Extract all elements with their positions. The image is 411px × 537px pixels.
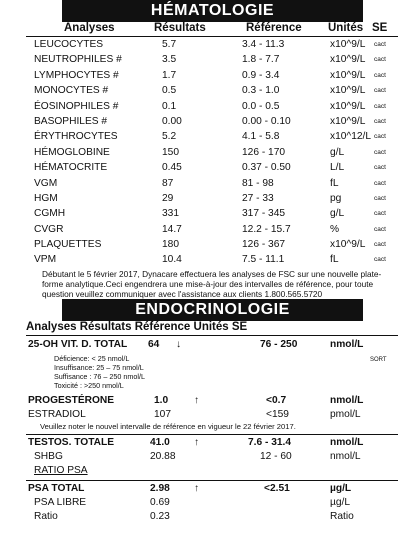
analysis-name: MONOCYTES # <box>34 85 109 97</box>
header-divider <box>26 335 398 336</box>
def-line: Suffisance : 76 – 250 nmol/L <box>54 371 145 381</box>
vitd-row <box>26 338 398 352</box>
hematology-note: Débutant le 5 février 2017, Dynacare effectuera les analyses de FSC sur une nouvelle plate-forme analytique.Ceci engendrera une mise-à-jour des intervalles de référence, pour toute question veuillez communiquer avec l'assistance aux clients 1.800.565.5720 <box>42 268 382 299</box>
psa-libre-row <box>26 496 398 510</box>
unit-value: g/L <box>330 146 345 158</box>
unit-value: % <box>330 223 340 235</box>
result-value: 0.1 <box>162 100 177 112</box>
analysis-name: NEUTROPHILES # <box>34 54 122 66</box>
se-code: cact <box>374 179 386 187</box>
reference-range: 0.9 - 3.4 <box>242 69 280 81</box>
prog-unit: nmol/L <box>330 394 364 406</box>
ratio-row <box>26 510 398 524</box>
psa-libre-result: 0.69 <box>150 496 170 508</box>
header-se: SE <box>231 320 248 333</box>
up-arrow-icon: ↑ <box>194 436 200 448</box>
unit-value: L/L <box>330 162 345 174</box>
vitd-unit: nmol/L <box>330 338 364 350</box>
ratio-result: 0.23 <box>150 510 170 522</box>
table-row <box>26 114 398 129</box>
up-arrow-icon: ↑ <box>194 482 200 494</box>
reference-range: 3.4 - 11.3 <box>242 39 285 50</box>
psa-libre-unit: µg/L <box>330 496 351 508</box>
unit-value: x10^9/L <box>330 54 366 66</box>
reference-range: 1.8 - 7.7 <box>242 54 280 66</box>
se-code: cact <box>374 164 386 172</box>
up-arrow-icon: ↑ <box>194 394 200 406</box>
hematology-rows <box>26 37 398 268</box>
header-analyses: Analyses <box>64 22 115 34</box>
table-row <box>26 222 398 237</box>
unit-value: x10^9/L <box>330 100 366 112</box>
table-row <box>26 160 398 175</box>
endocrinology-title: ENDOCRINOLOGIE <box>62 299 363 321</box>
analysis-name: ÉOSINOPHILES # <box>34 100 119 112</box>
unit-value: x10^9/L <box>330 85 366 97</box>
header-units: Unités <box>328 22 364 34</box>
ratio-psa-label-row <box>26 464 398 478</box>
estradiol-unit: pmol/L <box>330 408 361 420</box>
psa-total-name: PSA TOTAL <box>28 482 85 494</box>
analysis-name: PLAQUETTES <box>34 239 102 251</box>
reference-range: 27 - 33 <box>242 192 274 204</box>
se-code: cact <box>374 56 386 64</box>
unit-value: x10^12/L <box>330 131 372 143</box>
shbg-result: 20.88 <box>150 450 176 462</box>
unit-value: x10^9/L <box>330 115 366 127</box>
se-code: cact <box>374 210 386 218</box>
unit-value: fL <box>330 254 339 266</box>
psa-total-ref: <2.51 <box>264 482 290 494</box>
ratio-unit: Ratio <box>330 510 354 522</box>
analysis-name: LEUCOCYTES <box>34 39 104 50</box>
table-row <box>26 68 398 83</box>
result-value: 331 <box>162 208 179 220</box>
se-code: cact <box>374 102 386 110</box>
shbg-ref: 12 - 60 <box>260 450 292 462</box>
reference-range: 7.5 - 11.1 <box>242 254 285 266</box>
reference-range: 0.00 - 0.10 <box>242 115 291 127</box>
reference-range: 0.3 - 1.0 <box>242 85 280 97</box>
shbg-unit: nmol/L <box>330 450 361 462</box>
unit-value: g/L <box>330 208 345 220</box>
reference-range: 126 - 170 <box>242 146 286 158</box>
table-row <box>26 99 398 114</box>
table-row <box>26 252 398 267</box>
section-divider <box>26 480 398 481</box>
result-value: 5.2 <box>162 131 177 143</box>
unit-value: x10^9/L <box>330 239 366 251</box>
estradiol-note: Veuillez noter le nouvel intervalle de référence en vigueur le 22 février 2017. <box>40 421 296 431</box>
header-se: SE <box>372 22 388 34</box>
unit-value: x10^9/L <box>330 69 366 81</box>
table-row <box>26 237 398 252</box>
reference-range: 126 - 367 <box>242 239 286 251</box>
analysis-name: HGM <box>34 192 58 204</box>
se-code: cact <box>374 148 386 156</box>
shbg-row <box>26 450 398 464</box>
header-analyses: Analyses <box>26 320 77 333</box>
header-reference: Référence <box>246 22 302 34</box>
se-code: cact <box>374 87 386 95</box>
header-units: Unités <box>193 320 229 333</box>
analysis-name: CGMH <box>34 208 66 220</box>
def-line: Toxicité : >250 nmol/L <box>54 380 124 390</box>
result-value: 5.7 <box>162 39 177 50</box>
se-code: cact <box>374 225 386 233</box>
prog-name: PROGESTÉRONE <box>28 394 115 406</box>
result-value: 150 <box>162 146 179 158</box>
testosterone-row <box>26 436 398 450</box>
estradiol-result: 107 <box>154 408 171 420</box>
se-code: cact <box>374 241 386 249</box>
reference-range: 317 - 345 <box>242 208 286 220</box>
testos-name: TESTOS. TOTALE <box>28 436 115 448</box>
analysis-name: VGM <box>34 177 58 189</box>
header-reference: Référence <box>134 320 191 333</box>
result-value: 0.5 <box>162 85 177 97</box>
unit-value: pg <box>330 192 342 204</box>
def-line: Insuffisance: 25 – 75 nmol/L <box>54 362 144 372</box>
unit-value: fL <box>330 177 339 189</box>
table-row <box>26 206 398 221</box>
table-row <box>26 129 398 144</box>
table-row <box>26 191 398 206</box>
reference-range: 4.1 - 5.8 <box>242 131 280 143</box>
header-results: Résultats <box>79 320 132 333</box>
progesterone-row <box>26 394 398 408</box>
vitd-se: SORT <box>370 356 387 363</box>
analysis-name: ÉRYTHROCYTES <box>34 131 118 143</box>
se-code: cact <box>374 117 386 125</box>
shbg-name: SHBG <box>34 450 63 462</box>
result-value: 10.4 <box>162 254 182 266</box>
unit-value: x10^9/L <box>330 39 366 50</box>
analysis-name: VPM <box>34 254 57 266</box>
ratio-name: Ratio <box>34 510 58 522</box>
estradiol-ref: <159 <box>266 408 289 420</box>
result-value: 14.7 <box>162 223 182 235</box>
se-code: cact <box>374 133 386 141</box>
vitd-ref: 76 - 250 <box>260 338 298 350</box>
analysis-name: CVGR <box>34 223 64 235</box>
analysis-name: HÉMOGLOBINE <box>34 146 110 158</box>
psa-total-result: 2.98 <box>150 482 170 494</box>
table-row <box>26 83 398 98</box>
section-divider <box>26 434 398 435</box>
se-code: cact <box>374 194 386 202</box>
testos-unit: nmol/L <box>330 436 364 448</box>
psa-total-row <box>26 482 398 496</box>
se-code: cact <box>374 71 386 79</box>
se-code: cact <box>374 256 386 264</box>
result-value: 29 <box>162 192 174 204</box>
table-row <box>26 176 398 191</box>
def-line: Déficience: < 25 nmol/L <box>54 353 130 363</box>
result-value: 3.5 <box>162 54 177 66</box>
reference-range: 81 - 98 <box>242 177 274 189</box>
vitd-result: 64 <box>148 338 160 350</box>
vitd-name: 25-OH VIT. D. TOTAL <box>28 338 128 350</box>
result-value: 0.00 <box>162 115 182 127</box>
prog-result: 1.0 <box>154 394 169 406</box>
table-row <box>26 37 398 52</box>
estradiol-name: ESTRADIOL <box>28 408 86 420</box>
estradiol-row <box>26 408 398 422</box>
endocrinology-header-row <box>26 321 398 335</box>
result-value: 180 <box>162 239 179 251</box>
result-value: 1.7 <box>162 69 177 81</box>
table-row <box>26 145 398 160</box>
hematology-title: HÉMATOLOGIE <box>62 0 363 22</box>
lab-report <box>26 0 398 524</box>
analysis-name: HÉMATOCRITE <box>34 162 108 174</box>
down-arrow-icon: ↓ <box>176 338 182 350</box>
ratio-psa-label: RATIO PSA <box>34 464 88 476</box>
header-results: Résultats <box>154 22 206 34</box>
psa-total-unit: µg/L <box>330 482 352 494</box>
se-code: cact <box>374 41 386 48</box>
result-value: 0.45 <box>162 162 182 174</box>
reference-range: 0.37 - 0.50 <box>242 162 291 174</box>
analysis-name: LYMPHOCYTES # <box>34 69 119 81</box>
analysis-name: BASOPHILES # <box>34 115 108 127</box>
testos-result: 41.0 <box>150 436 170 448</box>
hematology-header-row <box>26 22 398 36</box>
reference-range: 12.2 - 15.7 <box>242 223 291 235</box>
table-row <box>26 52 398 67</box>
prog-ref: <0.7 <box>266 394 287 406</box>
reference-range: 0.0 - 0.5 <box>242 100 280 112</box>
result-value: 87 <box>162 177 174 189</box>
vitd-definitions <box>26 354 398 390</box>
testos-ref: 7.6 - 31.4 <box>248 436 292 448</box>
psa-libre-name: PSA LIBRE <box>34 496 87 508</box>
